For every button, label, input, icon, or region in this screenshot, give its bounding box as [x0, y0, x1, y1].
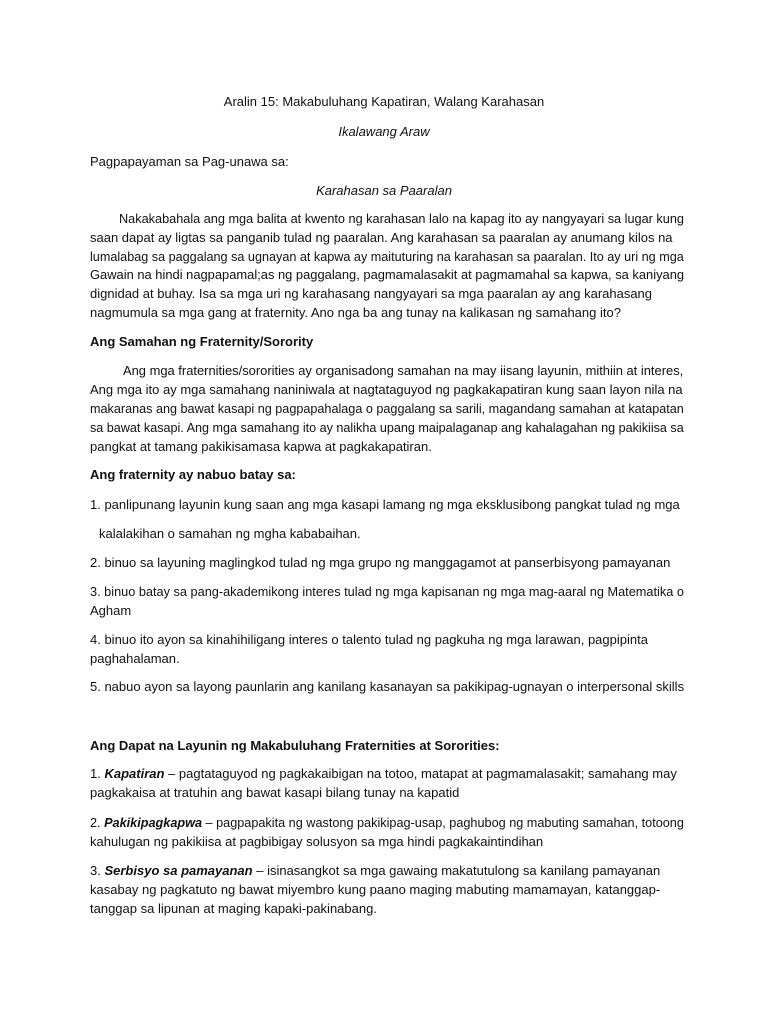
- paragraph-line: dignidad at buhay. Isa sa mga uri ng karahasang nangyayari sa mga paaralan ay ang karahasang: [90, 286, 653, 301]
- goal-text-line: tanggap sa lipunan at maging kapaki-pakinabang.: [90, 901, 377, 916]
- goal-term: Pakikipagkapwa: [104, 816, 203, 830]
- goal-item: [90, 765, 677, 783]
- paragraph-line: Ang mga ito ay mga samahang naniniwala at nagtataguyod ng pagkakapatiran kung saan layon nila na: [90, 382, 683, 397]
- list-item-continuation: Agham: [90, 603, 132, 618]
- list-item: 5. nabuo ayon sa layong paunlarin ang kanilang kasanayan sa pakikipag-ugnayan o interpersonal skills: [90, 679, 685, 694]
- list-item-continuation: paghahalaman.: [90, 651, 180, 666]
- list-item: 4. binuo ito ayon sa kinahihiligang interes o talento tulad ng pagkuha ng mga larawan, pagpipinta: [90, 632, 648, 647]
- goal-text: – isinasangkot sa mga gawaing makatutulong sa kanilang pamayanan: [252, 863, 661, 878]
- paragraph-line: Gawain na hindi nagpapamal;as ng paggalang, pagmamalasakit at pagmamahal sa kapwa, sa kaniyang: [90, 267, 685, 282]
- paragraph-line: saan dapat ay ligtas sa panganib tulad ng paaralan. Ang karahasan sa paaralan ay anumang kilos na: [90, 230, 673, 245]
- fraternity-heading: Ang Samahan ng Fraternity/Sorority: [90, 334, 314, 349]
- list-item-continuation: kalalakihan o samahan ng mgha kababaihan.: [99, 526, 361, 541]
- paragraph-line: makaranas ang bawat kasapi ng pagpapahalaga o paggalang sa sarili, magandang samahan at katapatan: [90, 402, 684, 416]
- goal-text-line: kasabay ng pagkatuto ng bawat miyembro kung paano maging mabuting mamamayan, katanggap-: [90, 882, 661, 897]
- goal-item: [90, 814, 684, 832]
- list-item: 2. binuo sa layuning maglingkod tulad ng mga grupo ng manggagamot at panserbisyong pamayanan: [90, 555, 671, 570]
- goal-text: – pagpapakita ng wastong pakikipag-usap, paghubog ng mabuting samahan, totoong: [202, 816, 684, 830]
- paragraph-line: Nakakabahala ang mga balita at kwento ng karahasan lalo na kapag ito ay nangyayari sa lugar kung: [119, 211, 684, 226]
- paragraph-line: Ang mga fraternities/sororities ay organisadong samahan na may iisang layunin, mithiin at interes,: [123, 363, 684, 378]
- lesson-subtitle: Ikalawang Araw: [338, 124, 430, 139]
- goal-text-line: kahulugan ng pakikiisa at pagbibigay solusyon sa mga hindi pagkakaintindihan: [90, 834, 544, 849]
- list-item: 3. binuo batay sa pang-akademikong interes tulad ng mga kapisanan ng mga mag-aaral ng Matematika o: [90, 584, 684, 599]
- paragraph-line: pangkat at tamang pakikisamasa kapwa at pagkakapatiran.: [90, 439, 432, 454]
- paragraph-line: lumalabag sa paggalang sa ugnayan at kapwa ay maituturing na karahasan sa paaralan. Ito ay uri ng mga: [90, 250, 684, 264]
- topic-title: Karahasan sa Paaralan: [316, 183, 452, 198]
- goal-text: – pagtataguyod ng pagkakaibigan na totoo, matapat at pagmamalasakit; samahang may: [164, 766, 677, 781]
- goal-number: 2.: [90, 816, 101, 830]
- goals-heading: Ang Dapat na Layunin ng Makabuluhang Fraternities at Sororities:: [90, 738, 500, 753]
- paragraph-line: sa bawat kasapi. Ang mga samahang ito ay nalikha upang maipalaganap ang kahalagahan ng pakikiisa sa: [90, 421, 684, 435]
- goal-number: 1.: [90, 766, 101, 781]
- goal-number: 3.: [90, 863, 101, 878]
- lesson-title: Aralin 15: Makabuluhang Kapatiran, Walang Karahasan: [223, 94, 545, 109]
- goal-text-line: pagkakaisa at tratuhin ang bawat kasapi bilang tunay na kapatid: [90, 785, 460, 800]
- basis-heading: Ang fraternity ay nabuo batay sa:: [90, 467, 296, 482]
- section-heading: Pagpapayaman sa Pag-unawa sa:: [90, 154, 289, 169]
- paragraph-line: nagmumula sa mga gang at fraternity. Ano nga ba ang tunay na kalikasan ng samahang ito?: [90, 305, 621, 320]
- goal-item: [90, 862, 660, 880]
- goal-term: Kapatiran: [104, 766, 165, 781]
- list-item: 1. panlipunang layunin kung saan ang mga kasapi lamang ng mga eksklusibong pangkat tulad ng mga: [90, 497, 680, 512]
- goal-term: Serbisyo sa pamayanan: [104, 863, 253, 878]
